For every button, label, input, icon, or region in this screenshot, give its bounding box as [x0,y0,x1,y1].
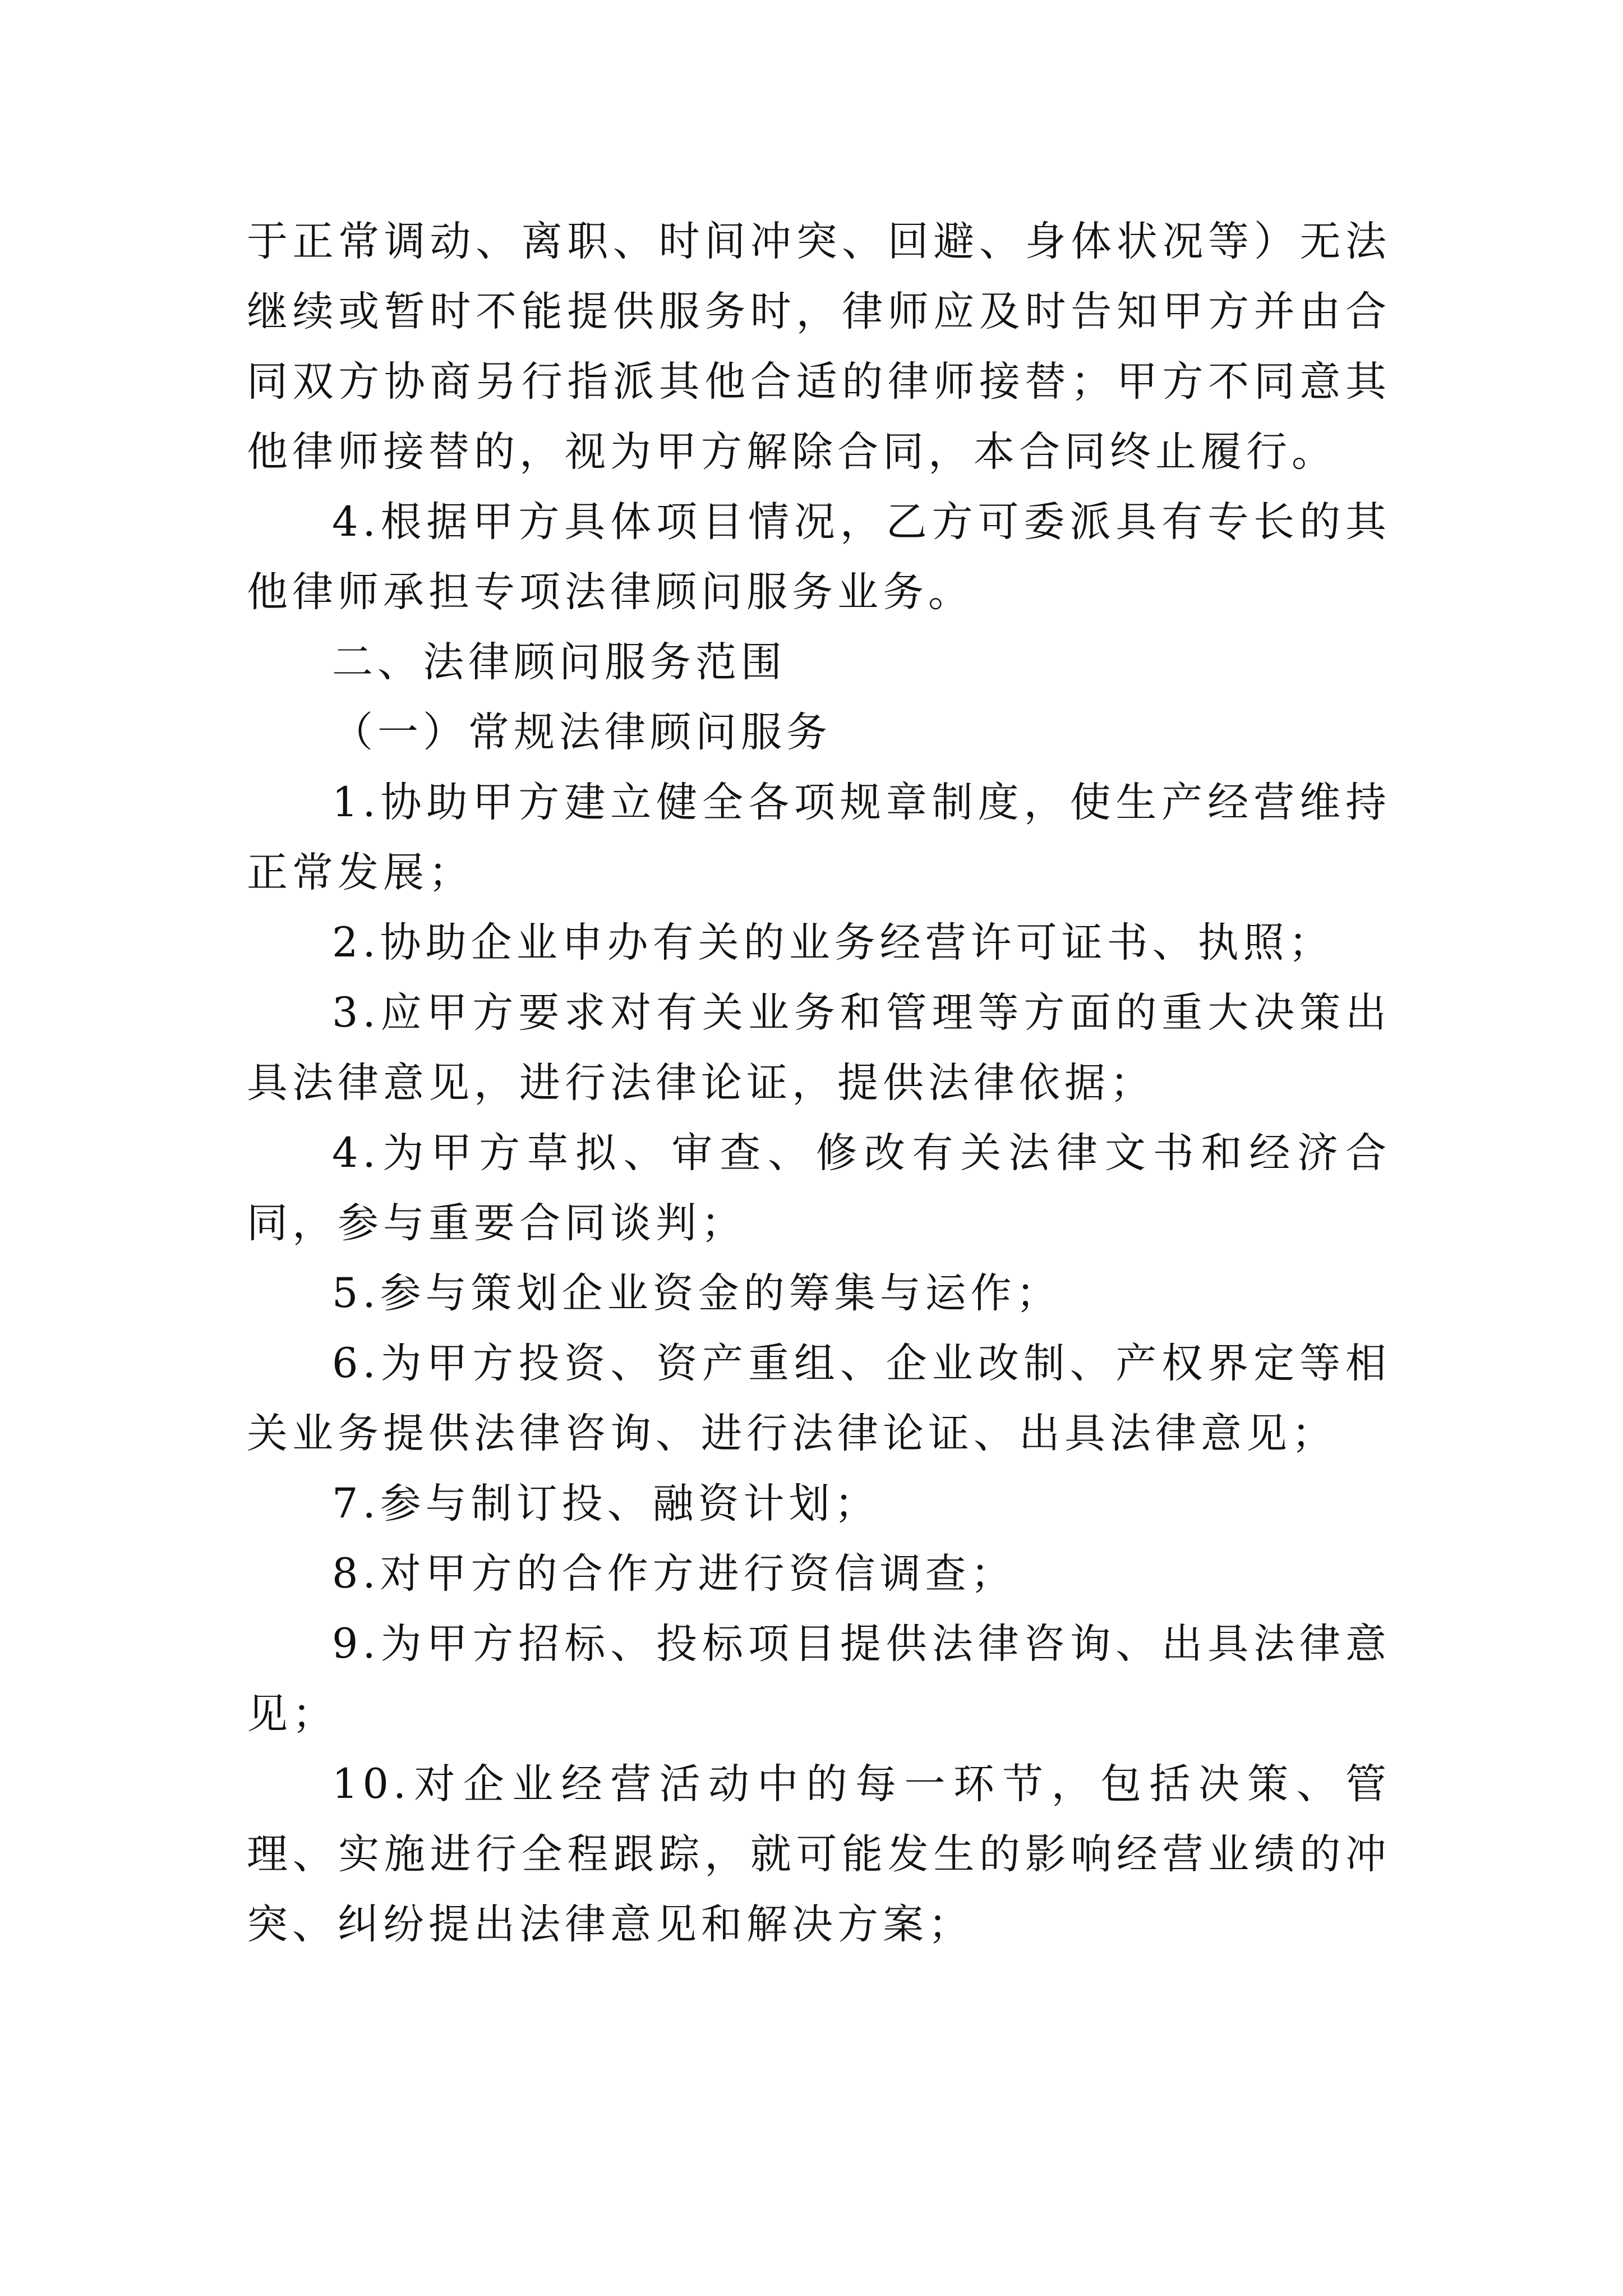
list-item-9: 9.为甲方招标、投标项目提供法律咨询、出具法律意见； [247,1620,1391,1738]
paragraph-item-4: 4.根据甲方具体项目情况，乙方可委派具有专长的其他律师承担专项法律顾问服务业务。 [247,498,1391,616]
document-body [247,206,1391,1959]
list-item-6: 6.为甲方投资、资产重组、企业改制、产权界定等相关业务提供法律咨询、进行法律论证、出具法律意见； [247,1340,1391,1457]
list-item-4: 4.为甲方草拟、审查、修改有关法律文书和经济合同，参与重要合同谈判； [247,1129,1391,1247]
list-item-10: 10.对企业经营活动中的每一环节，包括决策、管理、实施进行全程跟踪，就可能发生的影响经营业绩的冲突、纠纷提出法律意见和解决方案； [247,1760,1391,1948]
list-item-3: 3.应甲方要求对有关业务和管理等方面的重大决策出具法律意见，进行法律论证，提供法律依据； [247,989,1391,1107]
list-item-1: 1.协助甲方建立健全各项规章制度，使生产经营维持正常发展； [247,779,1391,896]
list-item-5: 5.参与策划企业资金的筹集与运作； [332,1269,1062,1317]
section-heading-scope: 二、法律顾问服务范围 [332,638,786,686]
list-item-2: 2.协助企业申办有关的业务经营许可证书、执照； [332,919,1334,967]
list-item-7: 7.参与制订投、融资计划； [332,1480,880,1527]
paragraph-continuation: 于正常调动、离职、时间冲突、回避、身体状况等）无法继续或暂时不能提供服务时，律师应及时告知甲方并由合同双方协商另行指派其他合适的律师接替；甲方不同意其他律师接替的，视为甲方解除合同，本合同终止履行。 [247,218,1391,476]
subsection-heading-regular: （一）常规法律顾问服务 [332,708,832,756]
list-item-8: 8.对甲方的合作方进行资信调查； [332,1550,1016,1598]
